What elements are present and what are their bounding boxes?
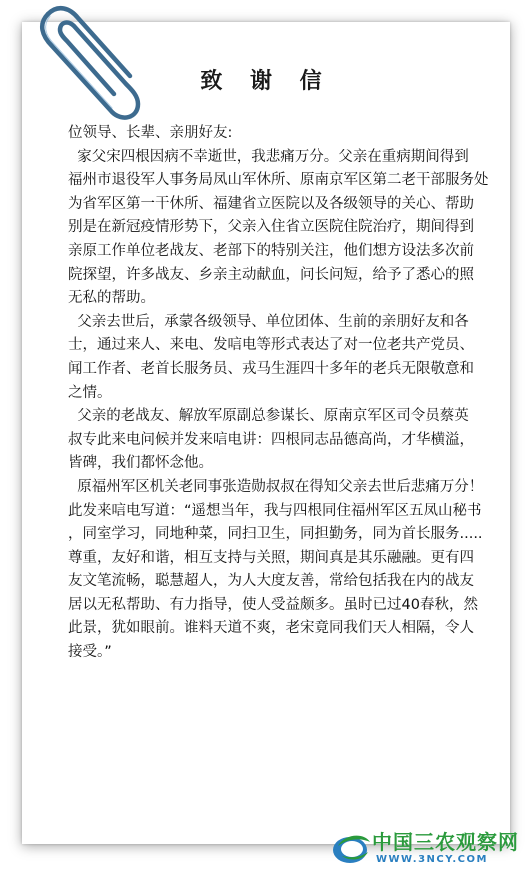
letter-line: 居以无私帮助、有力指导，使人受益颇多。虽时已过40春秋，然	[68, 596, 478, 613]
letter-line: 此发来唁电写道：“遥想当年，我与四根同住福州军区五凤山秘书	[68, 502, 482, 519]
letter-line: 位领导、长辈、亲朋好友:	[68, 125, 233, 141]
letter-line: 皆碑，我们都怀念他。	[68, 455, 213, 472]
letter-line: 尊重，友好和谐，相互支持与关照，期间真是其乐融融。更有四	[68, 549, 474, 566]
letter-line: 士，通过来人、来电、发唁电等形式表达了对一位老共产党员、	[68, 337, 474, 354]
letter-line: 父亲去世后，承蒙各级领导、单位团体、生前的亲朋好友和各	[68, 313, 469, 330]
letter-line: 之情。	[68, 384, 112, 401]
document-title: 致 谢 信	[200, 69, 332, 94]
site-logo-icon	[330, 826, 374, 870]
letter-line: 父亲的老战友、解放军原副总参谋长、原南京军区司令员蔡英	[68, 408, 469, 425]
site-url: WWW.3NCY.COM	[376, 854, 488, 865]
letter-page	[22, 22, 510, 844]
site-name: 中国三农观察网	[372, 830, 519, 854]
letter-line: 叔专此来电问候并发来唁电讲：四根同志品德高尚，才华横溢，	[68, 431, 474, 448]
letter-line: 家父宋四根因病不幸逝世，我悲痛万分。父亲在重病期间得到	[68, 148, 469, 165]
letter-line: 原福州军区机关老同事张造勋叔叔在得知父亲去世后悲痛万分！	[68, 478, 484, 495]
letter-line: 此景，犹如眼前。谁料天道不爽，老宋竟同我们天人相隔，令人	[68, 620, 474, 637]
letter-line: 接受。”	[68, 644, 112, 661]
letter-line: 闻工作者、老首长服务员、戎马生涯四十多年的老兵无限敬意和	[68, 360, 474, 377]
letter-line: 为省军区第一干休所、福建省立医院以及各级领导的关心、帮助	[68, 195, 474, 212]
letter-line: 院探望，许多战友、乡亲主动献血，问长问短，给予了悉心的照	[68, 266, 474, 283]
letter-body	[68, 122, 510, 665]
site-watermark	[330, 818, 530, 880]
letter-line: 友文笔流畅，聪慧超人，为人大度友善，常给包括我在内的战友	[68, 573, 474, 590]
letter-line: 福州市退役军人事务局凤山军休所、原南京军区第二老干部服务处	[68, 172, 489, 189]
letter-line: ，同室学习，同地种菜，同扫卫生，同担勤务，同为首长服务.....	[68, 526, 483, 543]
paperclip-icon	[34, 0, 144, 130]
letter-line: 别是在新冠疫情形势下，父亲入住省立医院住院治疗，期间得到	[68, 219, 474, 236]
letter-line: 无私的帮助。	[68, 290, 155, 307]
letter-line: 亲原工作单位老战友、老部下的特别关注，他们想方设法多次前	[68, 242, 474, 259]
